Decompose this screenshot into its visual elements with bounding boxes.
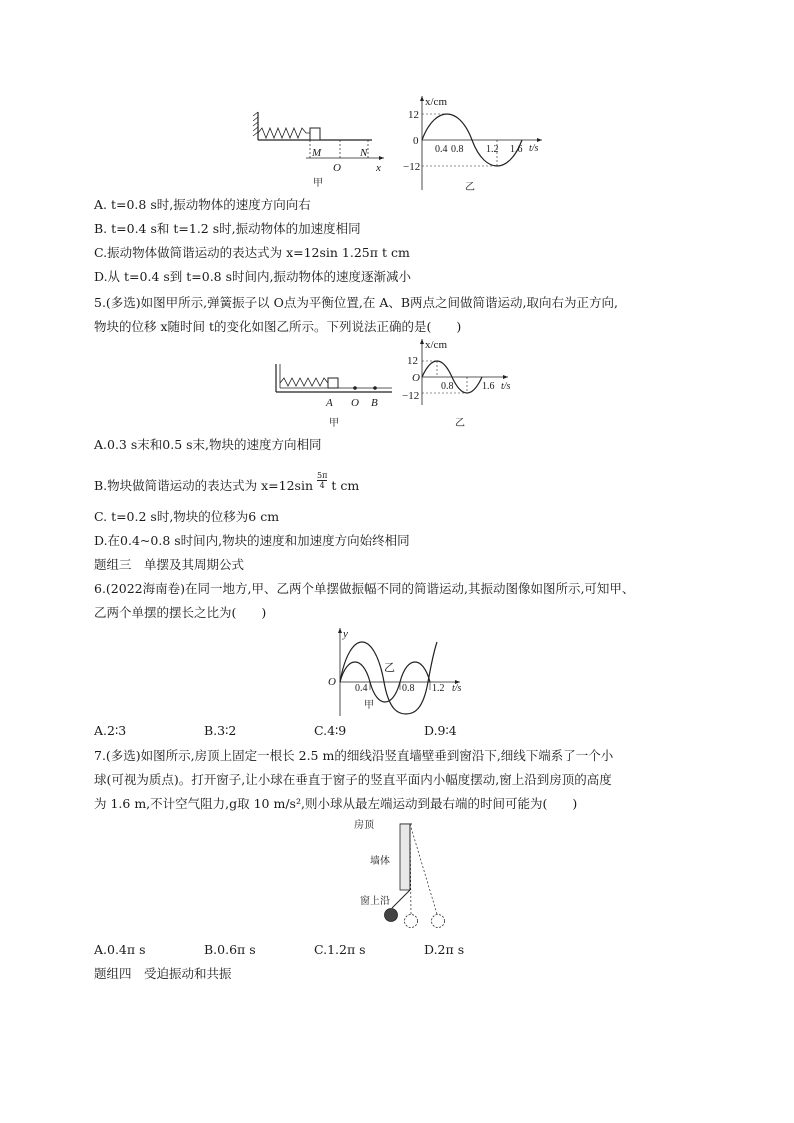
q4-figure-yi bbox=[402, 94, 552, 194]
t-axis-label: t/s bbox=[501, 381, 511, 392]
q4-option-b: B. t=0.4 s和 t=1.2 s时,振动物体的加速度相同 bbox=[94, 221, 361, 236]
q5-figure-jia bbox=[270, 362, 395, 430]
q5-stem-line-2: 物块的位移 x随时间 t的变化如图乙所示。下列说法正确的是( ) bbox=[94, 319, 462, 334]
label-window: 窗上沿 bbox=[360, 896, 390, 907]
label-B: B bbox=[371, 397, 378, 409]
q6-option-d: D.9∶4 bbox=[424, 723, 457, 738]
q5-stem-line-1: 5.(多选)如图甲所示,弹簧振子以 O点为平衡位置,在 A、B两点之间做简谐运动,取向右为正方向, bbox=[94, 295, 618, 310]
q7-stem-line-2: 球(可视为质点)。打开窗子,让小球在垂直于窗子的竖直平面内小幅度摆动,窗上沿到房顶的高度 bbox=[94, 772, 612, 787]
label-yi: 乙 bbox=[384, 661, 395, 674]
q6-stem-line-2: 乙两个单摆的摆长之比为( ) bbox=[94, 605, 267, 620]
label-wall: 墙体 bbox=[370, 856, 390, 867]
q6-option-a: A.2∶3 bbox=[94, 723, 127, 738]
caption-jia: 甲 bbox=[329, 418, 339, 429]
q4-option-a: A. t=0.8 s时,振动物体的速度方向向右 bbox=[94, 197, 311, 212]
q4-option-d: D.从 t=0.4 s到 t=0.8 s时间内,振动物体的速度逐渐减小 bbox=[94, 269, 411, 284]
origin: 0 bbox=[413, 135, 419, 147]
q5-option-c: C. t=0.2 s时,物块的位移为6 cm bbox=[94, 509, 280, 524]
q7-option-a: A.0.4π s bbox=[94, 942, 146, 957]
label-jia: 甲 bbox=[364, 700, 374, 711]
t-tick: 1.2 bbox=[432, 683, 445, 694]
label-O: O bbox=[333, 162, 341, 174]
t-tick: 0.4 bbox=[355, 683, 368, 694]
q7-option-b: B.0.6π s bbox=[204, 942, 256, 957]
caption-yi: 乙 bbox=[455, 418, 465, 429]
group-4-heading: 题组四 受迫振动和共振 bbox=[94, 966, 232, 981]
label-A: A bbox=[326, 397, 333, 409]
origin: O bbox=[328, 676, 336, 688]
t-tick: 0.8 bbox=[402, 683, 415, 694]
q5-option-a: A.0.3 s末和0.5 s末,物块的速度方向相同 bbox=[94, 437, 322, 452]
y-max: 12 bbox=[408, 109, 419, 121]
q7-stem-line-3: 为 1.6 m,不计空气阻力,g取 10 m/s²,则小球从最左端运动到最右端的时间可能为( ) bbox=[94, 796, 578, 811]
q4-figure-jia bbox=[250, 108, 390, 188]
t-tick: 0.8 bbox=[451, 144, 464, 155]
q6-stem-line-1: 6.(2022海南卷)在同一地方,甲、乙两个单摆做振幅不同的简谐运动,其振动图像如图所示,可知甲、 bbox=[94, 581, 635, 596]
t-tick: 1.2 bbox=[486, 144, 499, 155]
q6-option-b: B.3∶2 bbox=[204, 723, 237, 738]
q5-figure-yi bbox=[398, 337, 538, 432]
t-tick: 0.8 bbox=[441, 381, 454, 392]
t-axis-label: t/s bbox=[452, 683, 462, 694]
label-roof: 房顶 bbox=[354, 820, 374, 831]
q6-option-c: C.4∶9 bbox=[314, 723, 347, 738]
caption-jia: 甲 bbox=[313, 178, 323, 188]
y-axis-label: x/cm bbox=[425, 339, 447, 351]
origin: O bbox=[412, 372, 420, 384]
y-axis-label: y bbox=[343, 628, 348, 640]
label-N: N bbox=[360, 147, 368, 159]
group-3-heading: 题组三 单摆及其周期公式 bbox=[94, 557, 245, 572]
label-O: O bbox=[351, 397, 359, 409]
t-tick: 0.4 bbox=[435, 144, 448, 155]
t-tick: 1.6 bbox=[482, 381, 495, 392]
y-min: −12 bbox=[403, 161, 421, 173]
q4-option-c: C.振动物体做简谐运动的表达式为 x=12sin 1.25π t cm bbox=[94, 245, 410, 260]
q7-stem-line-1: 7.(多选)如图所示,房顶上固定一根长 2.5 m的细线沿竖直墙壁垂到窗沿下,细线下端系了一个小 bbox=[94, 748, 614, 763]
y-min: −12 bbox=[402, 390, 420, 402]
t-axis-label: t/s bbox=[529, 143, 539, 154]
q6-figure bbox=[322, 624, 472, 719]
y-axis-label: x/cm bbox=[425, 96, 447, 108]
q7-option-c: C.1.2π s bbox=[314, 942, 366, 957]
fraction-numerator: 5π bbox=[317, 471, 328, 480]
t-tick: 1.6 bbox=[510, 144, 523, 155]
q7-figure bbox=[340, 818, 460, 938]
fraction-denominator: 4 bbox=[319, 481, 325, 490]
label-x: x bbox=[376, 162, 381, 174]
label-M: M bbox=[312, 147, 322, 159]
q5-option-b-suffix: t cm bbox=[331, 478, 360, 493]
q5-option-d: D.在0.4~0.8 s时间内,物块的速度和加速度方向始终相同 bbox=[94, 533, 410, 548]
y-max: 12 bbox=[407, 355, 418, 367]
q7-option-d: D.2π s bbox=[424, 942, 465, 957]
q5-option-b-prefix: B.物块做简谐运动的表达式为 x=12sin bbox=[94, 478, 314, 493]
caption-yi: 乙 bbox=[465, 182, 475, 193]
